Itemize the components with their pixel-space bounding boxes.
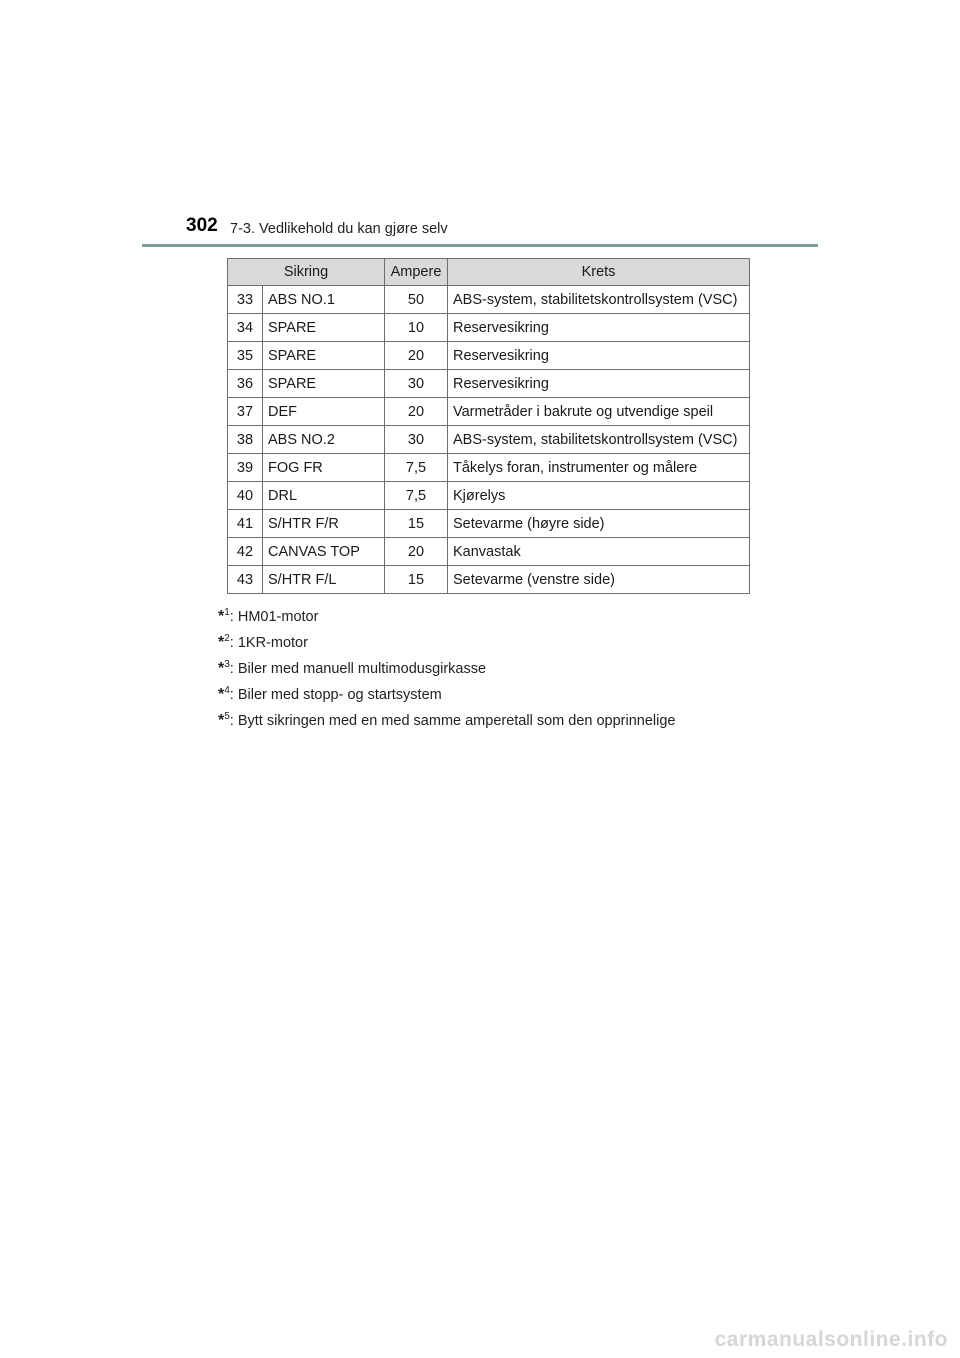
fuse-number: 43: [228, 566, 263, 594]
footnote-index: 2: [224, 633, 230, 644]
fuse-circuit: Varmetråder i bakrute og utvendige speil: [448, 398, 750, 426]
footnote-star: *: [218, 608, 225, 625]
table-header-row: [228, 259, 750, 286]
fuse-ampere: 10: [385, 314, 448, 342]
table-row: [228, 482, 750, 510]
footnote: [218, 626, 676, 652]
fuse-circuit: Setevarme (venstre side): [448, 566, 750, 594]
fuse-name: S/HTR F/L: [263, 566, 385, 594]
section-title: 7-3. Vedlikehold du kan gjøre selv: [230, 221, 448, 237]
footnote: [218, 600, 676, 626]
footnotes: [218, 600, 676, 730]
footnote-index: 4: [224, 685, 230, 696]
fuse-circuit: Reservesikring: [448, 370, 750, 398]
fuse-ampere: 30: [385, 370, 448, 398]
table-row: [228, 314, 750, 342]
fuse-number: 39: [228, 454, 263, 482]
fuse-number: 37: [228, 398, 263, 426]
fuse-name: SPARE: [263, 342, 385, 370]
fuse-ampere: 7,5: [385, 482, 448, 510]
fuse-ampere: 7,5: [385, 454, 448, 482]
footnote-star: *: [218, 634, 225, 651]
fuse-ampere: 30: [385, 426, 448, 454]
page-number: 302: [186, 215, 218, 236]
fuse-name: CANVAS TOP: [263, 538, 385, 566]
fuse-ampere: 20: [385, 342, 448, 370]
footnote-star: *: [218, 686, 225, 703]
fuse-circuit: ABS-system, stabilitetskontrollsystem (VSC): [448, 426, 750, 454]
fuse-name: SPARE: [263, 314, 385, 342]
fuse-name: SPARE: [263, 370, 385, 398]
footnote: [218, 678, 676, 704]
fuse-number: 36: [228, 370, 263, 398]
footnote-text: : HM01-motor: [229, 609, 319, 625]
footnote-index: 3: [224, 659, 230, 670]
fuse-ampere: 20: [385, 398, 448, 426]
fuse-number: 34: [228, 314, 263, 342]
footnote-index: 5: [224, 711, 230, 722]
fuse-number: 42: [228, 538, 263, 566]
fuse-ampere: 20: [385, 538, 448, 566]
header-krets: Krets: [448, 259, 750, 286]
footnote-text: : 1KR-motor: [229, 635, 308, 651]
fuse-circuit: Tåkelys foran, instrumenter og målere: [448, 454, 750, 482]
header-sikring: Sikring: [228, 259, 385, 286]
fuse-name: DEF: [263, 398, 385, 426]
fuse-circuit: Setevarme (høyre side): [448, 510, 750, 538]
table-row: [228, 398, 750, 426]
footnote-star: *: [218, 660, 225, 677]
table-row: [228, 286, 750, 314]
footnote-star: *: [218, 712, 225, 729]
fuse-circuit: ABS-system, stabilitetskontrollsystem (VSC): [448, 286, 750, 314]
fuse-name: ABS NO.2: [263, 426, 385, 454]
fuse-name: DRL: [263, 482, 385, 510]
footnote-index: 1: [224, 607, 230, 618]
fuse-circuit: Reservesikring: [448, 342, 750, 370]
fuse-ampere: 15: [385, 510, 448, 538]
table-row: [228, 538, 750, 566]
fuse-number: 33: [228, 286, 263, 314]
fuse-circuit: Kjørelys: [448, 482, 750, 510]
footnote-text: : Biler med manuell multimodusgirkasse: [229, 661, 487, 677]
footnote: [218, 704, 676, 730]
fuse-circuit: Reservesikring: [448, 314, 750, 342]
footnote: [218, 652, 676, 678]
header-rule: [142, 244, 818, 247]
footnote-text: : Bytt sikringen med en med samme amperetall som den opprinnelige: [229, 713, 676, 729]
fuse-name: ABS NO.1: [263, 286, 385, 314]
table-row: [228, 454, 750, 482]
fuse-number: 40: [228, 482, 263, 510]
table-row: [228, 342, 750, 370]
fuse-name: FOG FR: [263, 454, 385, 482]
watermark: carmanualsonline.info: [714, 1328, 948, 1351]
table-row: [228, 370, 750, 398]
table-row: [228, 566, 750, 594]
fuse-number: 38: [228, 426, 263, 454]
header-ampere: Ampere: [385, 259, 448, 286]
table-row: [228, 426, 750, 454]
fuse-ampere: 50: [385, 286, 448, 314]
fuse-name: S/HTR F/R: [263, 510, 385, 538]
fuse-number: 35: [228, 342, 263, 370]
fuse-table: [227, 258, 750, 594]
fuse-ampere: 15: [385, 566, 448, 594]
fuse-number: 41: [228, 510, 263, 538]
fuse-circuit: Kanvastak: [448, 538, 750, 566]
footnote-text: : Biler med stopp- og startsystem: [229, 687, 442, 703]
table-row: [228, 510, 750, 538]
